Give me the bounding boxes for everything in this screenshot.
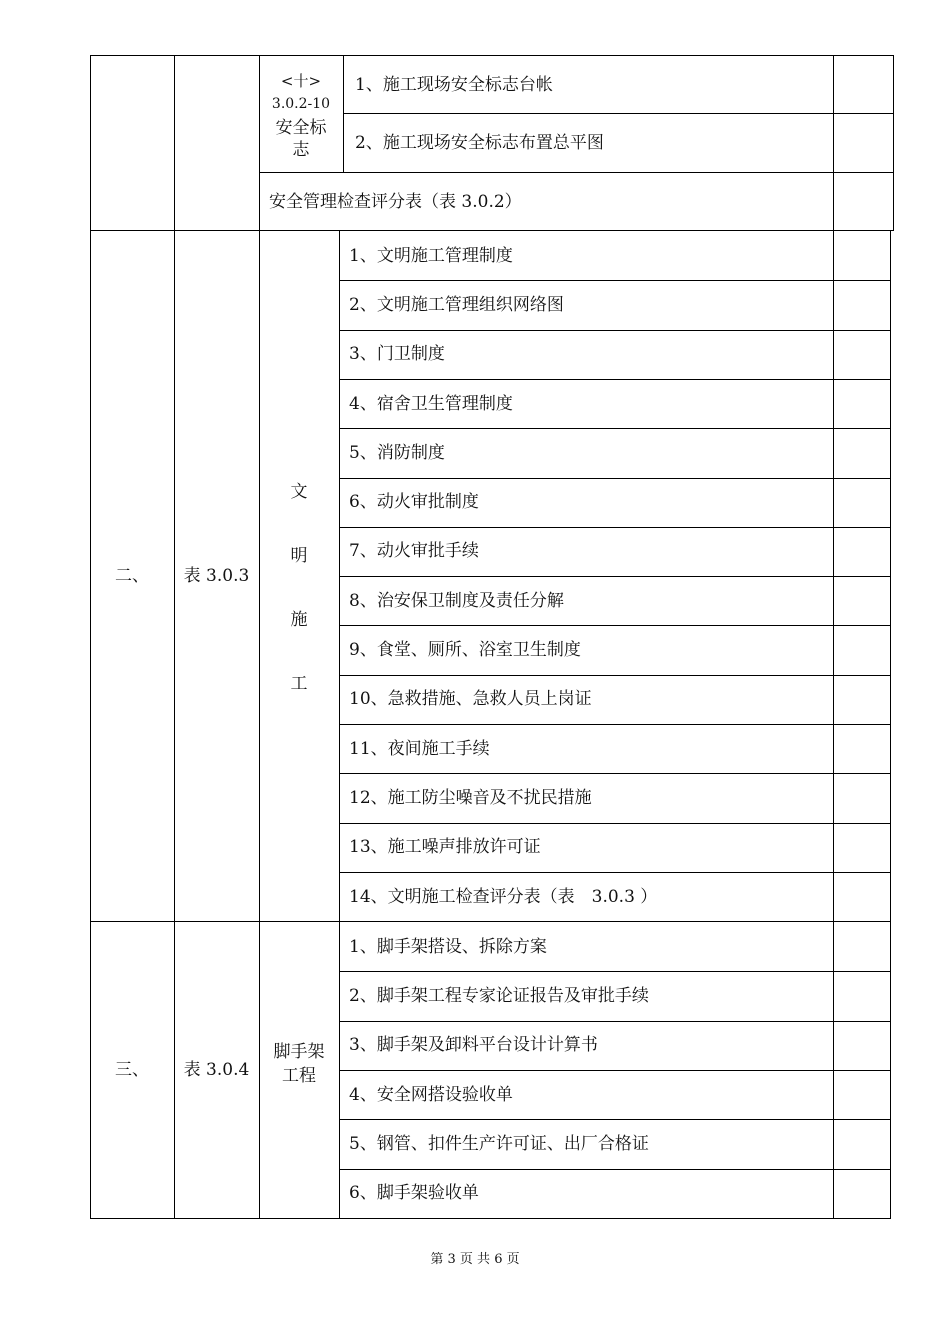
- table-ref-cell: [174, 922, 259, 1218]
- list-item: [349, 280, 833, 329]
- list-item: [349, 379, 833, 428]
- list-item: [349, 675, 833, 724]
- list-item: [349, 625, 833, 674]
- list-item-text: 6、动火审批制度: [349, 492, 479, 513]
- category-line1: 脚手架: [273, 1042, 325, 1062]
- list-item-text: 11、夜间施工手续: [349, 738, 490, 759]
- list-item-text: 7、动火审批手续: [349, 541, 479, 562]
- list-item-text: 13、施工噪声排放许可证: [349, 837, 541, 858]
- table-border-bottom: [90, 1218, 891, 1219]
- list-item: [349, 478, 833, 527]
- list-item: [349, 428, 833, 477]
- list-item-text: 10、急救措施、急救人员上岗证: [349, 689, 592, 710]
- list-item: [349, 971, 833, 1020]
- list-item: [349, 1021, 833, 1070]
- table-ref: 表 3.0.3: [183, 566, 250, 586]
- section-number: 二、: [115, 566, 149, 586]
- list-item-text: 14、文明施工检查评分表（表 3.0.3 ）: [349, 886, 658, 907]
- list-item-text: 12、施工防尘噪音及不扰民措施: [349, 787, 592, 808]
- sub-category-name-line2: 志: [292, 140, 310, 160]
- list-item-text: 1、文明施工管理制度: [349, 245, 513, 266]
- list-item-text: 5、钢管、扣件生产许可证、出厂合格证: [349, 1133, 649, 1154]
- list-item-text: 3、门卫制度: [349, 344, 445, 365]
- category-line2: 工程: [282, 1066, 316, 1086]
- table-ref: 表 3.0.4: [183, 1060, 250, 1080]
- table-border-right-top: [893, 55, 894, 231]
- list-item: [349, 527, 833, 576]
- list-item-text: 6、脚手架验收单: [349, 1183, 479, 1204]
- sub-category-cell: [259, 58, 343, 172]
- list-item-text: 1、施工现场安全标志台帐: [355, 74, 553, 95]
- list-item: [349, 576, 833, 625]
- list-item-text: 4、安全网搭设验收单: [349, 1084, 513, 1105]
- section-number-cell: [90, 231, 174, 921]
- sub-category-label: <十>: [280, 72, 322, 90]
- category-cell: [259, 460, 339, 720]
- category-char: 工: [290, 674, 308, 694]
- list-item: [349, 231, 833, 280]
- list-item-text: 9、食堂、厕所、浴室卫生制度: [349, 640, 581, 661]
- list-item-text: 3、脚手架及卸料平台设计计算书: [349, 1035, 598, 1056]
- list-item-text: 2、施工现场安全标志布置总平图: [355, 133, 604, 153]
- summary-text: 安全管理检查评分表（表 3.0.2）: [269, 191, 522, 212]
- sub-category-code: 3.0.2-10: [271, 96, 331, 112]
- list-item: [349, 330, 833, 379]
- list-item-text: 4、宿舍卫生管理制度: [349, 393, 513, 414]
- list-item: [349, 773, 833, 822]
- summary-row: [269, 173, 833, 230]
- col-divider-check-top: [833, 55, 834, 231]
- list-item: [355, 56, 833, 113]
- list-item-text: 8、治安保卫制度及责任分解: [349, 590, 564, 611]
- category-char: 施: [290, 610, 308, 630]
- list-item-text: 5、消防制度: [349, 442, 445, 463]
- section-number-cell: [90, 922, 174, 1218]
- list-item: [349, 1070, 833, 1119]
- list-item: [355, 114, 833, 172]
- list-item: [349, 922, 833, 971]
- list-item: [349, 823, 833, 872]
- col-divider-sub: [343, 55, 344, 173]
- category-char: 明: [290, 546, 308, 566]
- category-char: 文: [290, 482, 308, 502]
- list-item: [349, 724, 833, 773]
- list-item-text: 2、脚手架工程专家论证报告及审批手续: [349, 985, 649, 1006]
- sub-category-name-line1: 安全标: [275, 118, 327, 138]
- category-cell: [259, 1040, 339, 1096]
- section-number: 三、: [115, 1060, 149, 1080]
- list-item: [349, 1169, 833, 1218]
- list-item: [349, 1119, 833, 1168]
- page-footer: 第 3 页 共 6 页: [430, 1252, 520, 1267]
- list-item: [349, 872, 833, 921]
- list-item-text: 1、脚手架搭设、拆除方案: [349, 936, 547, 957]
- table-ref-cell: [174, 231, 259, 921]
- list-item-text: 2、文明施工管理组织网络图: [349, 294, 564, 315]
